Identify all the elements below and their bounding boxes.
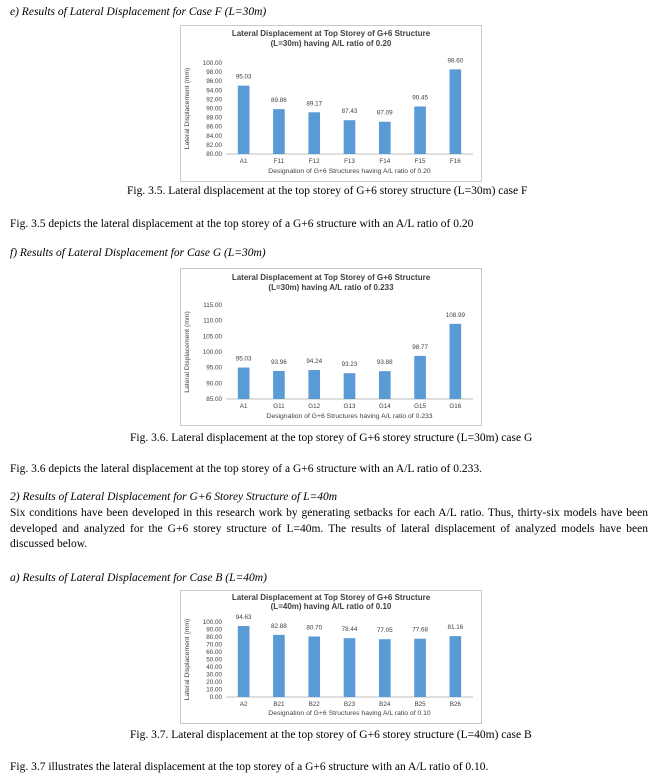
y-tick-label: 0.00 bbox=[209, 694, 222, 701]
bar bbox=[379, 639, 391, 697]
chart-title: Lateral Displacement at Top Storey of G+6 Structure bbox=[231, 29, 431, 38]
bar bbox=[450, 69, 462, 154]
y-tick-label: 86.00 bbox=[206, 123, 222, 131]
chart-case-f-svg bbox=[181, 26, 481, 181]
x-tick-label: F12 bbox=[308, 158, 320, 165]
chart-case-g-svg bbox=[181, 269, 481, 425]
data-label: 93.88 bbox=[376, 359, 393, 367]
x-tick-label: B22 bbox=[308, 701, 320, 708]
y-tick-label: 85.00 bbox=[206, 396, 222, 403]
y-tick-label: 92.00 bbox=[206, 96, 222, 104]
y-tick-label: 82.00 bbox=[206, 141, 222, 149]
data-label: 87.43 bbox=[341, 108, 358, 116]
y-tick-label: 90.00 bbox=[206, 105, 222, 113]
bar bbox=[238, 626, 250, 697]
x-axis-label: Designation of G+6 Structures having A/L ratio of 0.10 bbox=[268, 710, 431, 717]
figure-text-3-7: Fig. 3.7 illustrates the lateral displacement at the top storey of a G+6 structure with an A/L ratio of 0.10. bbox=[10, 761, 489, 773]
bar bbox=[238, 368, 250, 399]
data-label: 81.16 bbox=[447, 624, 464, 632]
x-tick-label: A1 bbox=[239, 158, 248, 165]
data-label: 94.24 bbox=[306, 358, 323, 366]
section-heading-l40: 2) Results of Lateral Displacement for G+6 Storey Structure of L=40m bbox=[10, 491, 338, 503]
y-tick-label: 70.00 bbox=[206, 641, 222, 649]
y-tick-label: 80.00 bbox=[206, 151, 222, 158]
x-tick-label: B25 bbox=[414, 701, 426, 708]
data-label: 94.63 bbox=[235, 614, 252, 622]
data-label: 98.77 bbox=[412, 343, 428, 351]
data-label: 108.99 bbox=[445, 311, 465, 319]
chart-subtitle: (L=30m) having A/L ratio of 0.20 bbox=[270, 39, 392, 48]
section-heading-case-b: a) Results of Lateral Displacement for Case B (L=40m) bbox=[10, 572, 267, 584]
y-tick-label: 98.00 bbox=[206, 69, 222, 77]
data-label: 95.03 bbox=[235, 355, 252, 363]
bar bbox=[450, 636, 462, 697]
y-tick-label: 50.00 bbox=[206, 656, 222, 664]
x-tick-label: A1 bbox=[239, 403, 248, 410]
data-label: 93.96 bbox=[271, 358, 287, 366]
section-heading-case-f: e) Results of Lateral Displacement for Case F (L=30m) bbox=[10, 6, 267, 18]
figure-text-3-6: Fig. 3.6 depicts the lateral displacement at the top storey of a G+6 structure with an A/L ratio of 0.233. bbox=[10, 463, 483, 475]
section-heading-case-g: f) Results of Lateral Displacement for Case G (L=30m) bbox=[10, 247, 266, 259]
y-tick-label: 30.00 bbox=[206, 671, 222, 679]
x-tick-label: G14 bbox=[378, 403, 391, 410]
y-tick-label: 110.00 bbox=[203, 317, 222, 325]
data-label: 98.60 bbox=[447, 57, 464, 65]
data-label: 77.68 bbox=[412, 626, 428, 634]
x-tick-label: F16 bbox=[449, 158, 461, 165]
bar bbox=[344, 120, 356, 154]
y-tick-label: 100.00 bbox=[202, 619, 222, 626]
bar bbox=[414, 106, 426, 154]
y-tick-label: 115.00 bbox=[203, 302, 222, 309]
chart-title: Lateral Displacement at Top Storey of G+6 Structure bbox=[231, 593, 431, 602]
y-tick-label: 40.00 bbox=[206, 664, 222, 671]
y-tick-label: 84.00 bbox=[206, 132, 222, 140]
x-axis-label: Designation of G+6 Structures having A/L ratio of 0.20 bbox=[268, 168, 431, 175]
data-label: 87.09 bbox=[376, 109, 393, 117]
x-tick-label: B21 bbox=[273, 701, 285, 708]
x-tick-label: F15 bbox=[414, 158, 426, 165]
x-axis-label: Designation of G+6 Structures having A/L ratio of 0.233 bbox=[266, 413, 433, 420]
chart-subtitle: (L=30m) having A/L ratio of 0.233 bbox=[268, 283, 394, 292]
x-tick-label: G11 bbox=[273, 403, 285, 410]
bar bbox=[379, 371, 391, 399]
bar bbox=[308, 370, 320, 399]
bar bbox=[414, 639, 426, 697]
bar bbox=[308, 636, 320, 697]
x-tick-label: G12 bbox=[308, 403, 321, 410]
y-axis-label: Lateral Displacement (mm) bbox=[184, 67, 191, 150]
bar bbox=[273, 109, 285, 154]
data-label: 90.45 bbox=[412, 94, 428, 102]
y-axis-label: Lateral Displacement (mm) bbox=[184, 311, 191, 393]
chart-case-b bbox=[180, 590, 482, 724]
x-tick-label: B26 bbox=[449, 701, 461, 708]
x-tick-label: G16 bbox=[449, 403, 462, 410]
bar bbox=[273, 371, 285, 399]
y-tick-label: 90.00 bbox=[206, 626, 222, 634]
figure-text-3-5: Fig. 3.5 depicts the lateral displacement at the top storey of a G+6 structure with an A/L ratio of 0.20 bbox=[10, 218, 474, 230]
y-tick-label: 10.00 bbox=[206, 686, 222, 694]
y-tick-label: 96.00 bbox=[206, 78, 222, 86]
figure-caption-3-5: Fig. 3.5. Lateral displacement at the top storey of G+6 storey structure (L=30m) case F bbox=[127, 185, 528, 197]
data-label: 95.03 bbox=[235, 73, 252, 81]
chart-subtitle: (L=40m) having A/L ratio of 0.10 bbox=[270, 602, 392, 611]
y-tick-label: 105.00 bbox=[202, 333, 222, 341]
bar bbox=[344, 638, 356, 697]
data-label: 78.44 bbox=[341, 626, 358, 634]
x-tick-label: F13 bbox=[344, 158, 355, 165]
y-tick-label: 60.00 bbox=[206, 649, 222, 656]
y-axis-label: Lateral Displacement (mm) bbox=[184, 618, 191, 701]
bar bbox=[450, 324, 462, 399]
y-tick-label: 95.00 bbox=[206, 364, 222, 372]
figure-caption-3-7: Fig. 3.7. Lateral displacement at the top storey of G+6 storey structure (L=40m) case B bbox=[130, 729, 532, 741]
data-label: 82.88 bbox=[271, 622, 287, 630]
l40-paragraph: Six conditions have been developed in this research work by generating setbacks for each A/L ratio. Thus, thirty-six models have been developed and analyzed for the G+6 storey structure of L=40m. The results of lateral displacement of analyzed models have been discussed below. bbox=[10, 507, 648, 550]
x-tick-label: G13 bbox=[343, 403, 356, 410]
y-tick-label: 20.00 bbox=[206, 679, 222, 686]
x-tick-label: B23 bbox=[343, 701, 356, 708]
x-tick-label: F14 bbox=[379, 158, 391, 165]
data-label: 89.86 bbox=[271, 97, 287, 105]
y-tick-label: 90.00 bbox=[206, 380, 222, 388]
bar bbox=[344, 373, 356, 399]
y-tick-label: 94.00 bbox=[206, 87, 222, 95]
bar bbox=[238, 86, 250, 154]
data-label: 77.05 bbox=[376, 627, 393, 635]
data-label: 89.17 bbox=[306, 100, 323, 108]
y-tick-label: 100.00 bbox=[202, 60, 222, 67]
y-tick-label: 88.00 bbox=[206, 114, 222, 122]
data-label: 93.23 bbox=[341, 361, 358, 369]
x-tick-label: A2 bbox=[239, 701, 248, 708]
chart-title: Lateral Displacement at Top Storey of G+6 Structure bbox=[231, 273, 431, 282]
bar bbox=[379, 122, 391, 154]
bar bbox=[414, 356, 426, 399]
chart-case-b-svg bbox=[181, 591, 481, 723]
data-label: 80.70 bbox=[306, 624, 323, 632]
y-tick-label: 100.00 bbox=[202, 349, 222, 356]
x-tick-label: G15 bbox=[414, 403, 427, 410]
chart-case-g bbox=[180, 268, 482, 426]
figure-caption-3-6: Fig. 3.6. Lateral displacement at the top storey of G+6 storey structure (L=30m) case G bbox=[130, 432, 533, 444]
x-tick-label: F11 bbox=[273, 158, 285, 165]
chart-case-f bbox=[180, 25, 482, 182]
y-tick-label: 80.00 bbox=[206, 634, 222, 641]
bar bbox=[273, 635, 285, 697]
bar bbox=[308, 112, 320, 154]
x-tick-label: B24 bbox=[379, 701, 391, 708]
